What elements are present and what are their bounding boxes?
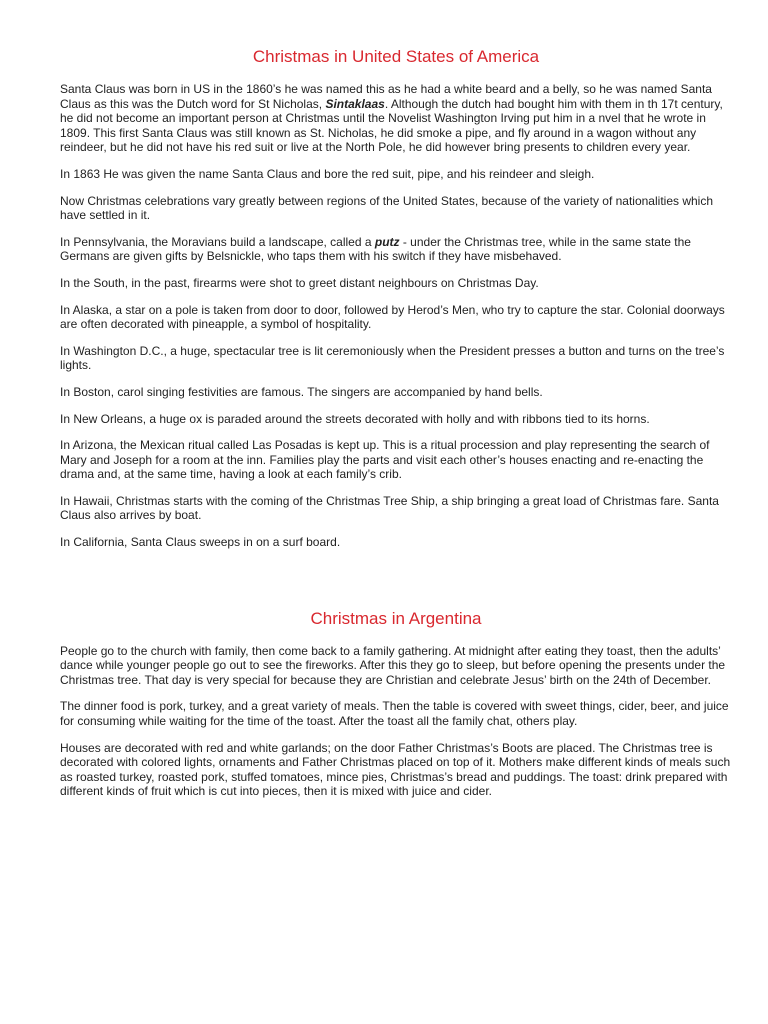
paragraph-usa-arizona: In Arizona, the Mexican ritual called Las Posadas is kept up. This is a ritual procession and play representing the search of Mary and Joseph for a room at the inn. Families play the parts and visit each other’s houses enacting and re-enacting the drama and, at the same time, having a look at each family’s crib. (60, 438, 710, 482)
emphasis-putz: putz (374, 234, 400, 249)
paragraph-usa-pennsylvania (60, 235, 732, 264)
paragraph-usa-origin (60, 82, 732, 155)
paragraph-usa-regions: Now Christmas celebrations vary greatly between regions of the United States, because of the variety of nationalities which have settled in it. (60, 193, 714, 223)
paragraph-argentina-dinner: The dinner food is pork, turkey, and a great variety of meals. Then the table is covered with sweet things, cider, beer, and juice for consuming while waiting for the time of the toast. After the toast all the family chat, others play. (60, 699, 729, 729)
paragraph-usa-south: In the South, in the past, firearms were shot to greet distant neighbours on Christmas Day. (60, 275, 539, 290)
paragraph-text: In Pennsylvania, the Moravians build a landscape, called a (60, 234, 375, 249)
paragraph-usa-1863: In 1863 He was given the name Santa Claus and bore the red suit, pipe, and his reindeer and sleigh. (60, 166, 595, 181)
emphasis-sintaklaas: Sintaklaas (325, 96, 385, 111)
paragraph-text: Santa Claus was born in US in the 1860’s he was named this as he had a white beard and a belly, so he was named Santa Claus as this was the Dutch word for St Nicholas, (60, 82, 712, 111)
paragraph-text: - under the Christmas tree, while in the same state the Germans are given gifts by Belsnickle, who taps them with his switch if they have misbehaved. (60, 234, 691, 264)
section-usa (60, 46, 732, 550)
paragraph-usa-washington: In Washington D.C., a huge, spectacular tree is lit ceremoniously when the President presses a button and turns on the tree’s lights. (60, 343, 725, 373)
section-title-argentina: Christmas in Argentina (310, 608, 482, 628)
section-argentina (60, 608, 732, 799)
section-spacer (60, 562, 732, 608)
paragraph-usa-boston: In Boston, carol singing festivities are famous. The singers are accompanied by hand bells. (60, 384, 543, 399)
paragraph-usa-california: In California, Santa Claus sweeps in on a surf board. (60, 535, 341, 550)
document-page (60, 46, 732, 811)
paragraph-argentina-decorations: Houses are decorated with red and white garlands; on the door Father Christmas’s Boots are placed. The Christmas tree is decorated with colored lights, ornaments and Father Christmas placed on top of it. Mothers make different kinds of meals such as roasted turkey, roasted pork, stuffed tomatoes, mince pies, Christmas’s bread and puddings. The toast: drink prepared with different kinds of fruit which is cut into pieces, then it is mixed with juice and cider. (60, 740, 731, 799)
paragraph-text: . Although the dutch had bought him with them in th 17t century, he did not become an important person at Christmas until the Novelist Washington Irving put him in a nvel that he wrote in 1809. This first Santa Claus was still known as St. Nicholas, he did smoke a pipe, and fly around in a wagon without any reindeer, but he did not have his red suit or live at the North Pole, he did however bring presents to children every year. (60, 96, 723, 155)
paragraph-usa-hawaii: In Hawaii, Christmas starts with the coming of the Christmas Tree Ship, a ship bringing a great load of Christmas fare. Santa Claus also arrives by boat. (60, 493, 719, 523)
section-title-usa: Christmas in United States of America (252, 47, 540, 66)
paragraph-usa-alaska: In Alaska, a star on a pole is taken from door to door, followed by Herod’s Men, who try to capture the star. Colonial doorways are often decorated with pineapple, a symbol of hospitality. (60, 302, 725, 332)
paragraph-usa-new-orleans: In New Orleans, a huge ox is paraded around the streets decorated with holly and with ribbons tied to its horns. (60, 411, 650, 426)
paragraph-argentina-church: People go to the church with family, then come back to a family gathering. At midnight after eating they toast, then the adults’ dance while younger people go out to see the fireworks. After this they go to sleep, but before opening the presents under the Christmas tree. That day is very special for because they are Christian and celebrate Jesus’ birth on the 24th of December. (60, 643, 726, 687)
